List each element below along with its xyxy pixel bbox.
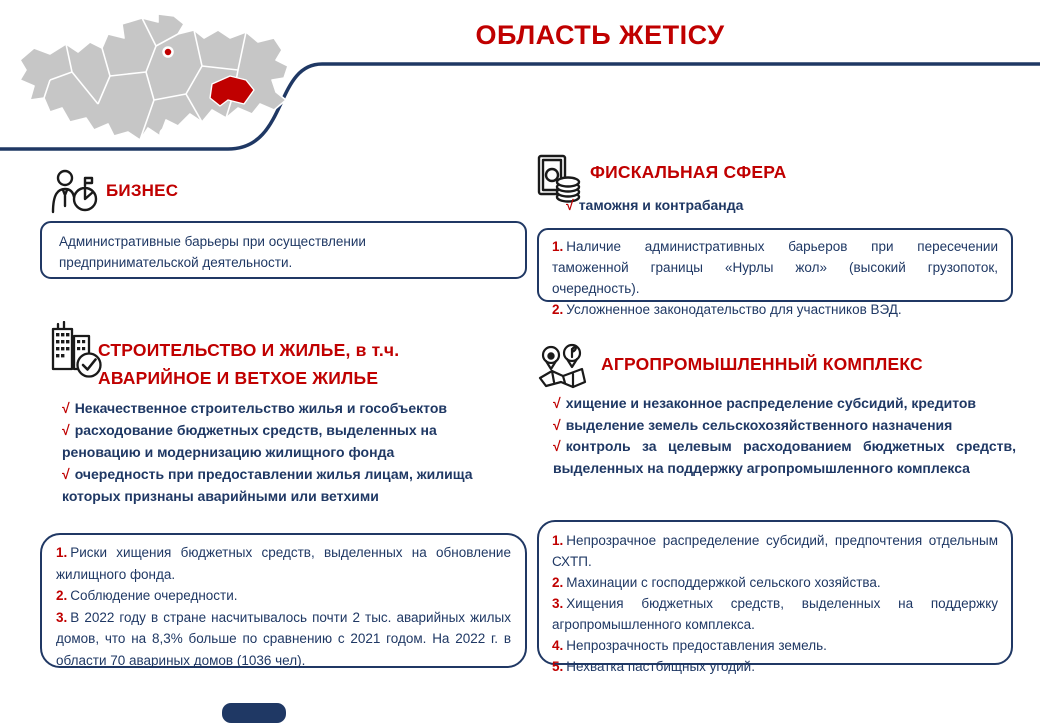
city-ring-marker (161, 129, 171, 139)
check-mark: √ (553, 395, 561, 411)
check-item-text: расходование бюджетных средств, выделенных на реновацию и модернизацию жилищного фонда (62, 422, 437, 460)
kazakhstan-map (6, 8, 298, 148)
fiscal-check-list (566, 194, 886, 216)
check-mark: √ (553, 438, 561, 454)
box-item: 1. Наличие административных барьеров при пересечении таможенной границы «Нурлы жол» (высокий грузопоток, очередность). (552, 239, 998, 296)
box-item: 3. Хищения бюджетных средств, выделенных на поддержку агропромышленного комплекса. (552, 596, 998, 632)
box-item: 2. Усложненное законодательство для участников ВЭД. (552, 302, 902, 317)
fiscal-issues-box (537, 228, 1013, 317)
check-item-text: Некачественное строительство жилья и гособъектов (74, 400, 447, 416)
check-item (553, 436, 1016, 479)
city-ring-marker (208, 115, 218, 125)
construction-check-list (62, 397, 502, 507)
agro-check-list (553, 393, 1016, 479)
check-item (62, 397, 502, 419)
check-item-text: контроль за целевым расходованием бюджетных средств, выделенных на поддержку агропромышленного комплекса (553, 438, 1016, 476)
section-title-fiscal: ФИСКАЛЬНАЯ СФЕРА (590, 162, 787, 182)
capital-dot (164, 48, 173, 57)
business-issues-box (40, 221, 527, 279)
check-item (566, 194, 886, 216)
check-mark: √ (553, 416, 561, 433)
section-title-construction (98, 336, 478, 392)
business-box-text: Административные барьеры при осуществлении предпринимательской деятельности. (59, 234, 366, 270)
check-mark: √ (62, 400, 70, 416)
construction-title-line2: АВАРИЙНОЕ И ВЕТХОЕ ЖИЛЬЕ (98, 368, 379, 388)
section-title-agro: АГРОПРОМЫШЛЕННЫЙ КОМПЛЕКС (601, 354, 923, 374)
box-item: 2. Соблюдение очередности. (56, 588, 238, 603)
box-item: 3. В 2022 году в стране насчитывалось почти 2 тыс. аварийных жилых домов, что на 8,3% больше по сравнению с 2021 годом. На 2022 г. в области 70 авариных домов (1036 чел). (56, 609, 511, 668)
page-title: ОБЛАСТЬ ЖЕТІСУ (475, 20, 725, 50)
check-item-text: выделение земель сельскохозяйственного назначения (565, 416, 953, 433)
construction-title-line1: СТРОИТЕЛЬСТВО И ЖИЛЬЕ, в т.ч. (98, 340, 400, 360)
box-item: 2. Махинации с господдержкой сельского хозяйства. (552, 575, 881, 590)
decorative-bottom-bar (222, 703, 286, 723)
businessman-chart-icon (48, 168, 100, 216)
check-item (553, 415, 1016, 437)
check-mark: √ (566, 197, 574, 213)
agro-map-pins-icon (537, 343, 589, 389)
box-item: 1. Риски хищения бюджетных средств, выделенных на обновление жилищного фонда. (56, 545, 511, 582)
check-item (553, 393, 1016, 415)
buildings-check-icon (50, 321, 104, 379)
box-item: 1. Непрозрачное распределение субсидий, предпочтения отдельным СХТП. (552, 533, 998, 569)
check-item-text: хищение и незаконное распределение субсидий, кредитов (565, 395, 977, 411)
check-item-text: очередность при предоставлении жилья лицам, жилища которых признаны аварийными или ветхими (62, 466, 473, 504)
check-item (62, 463, 502, 507)
box-item: 5. Нехватка пастбищных угодий. (552, 659, 755, 674)
construction-issues-box (40, 533, 527, 668)
check-item (62, 419, 502, 463)
agro-issues-box (537, 520, 1013, 674)
box-item: 4. Непрозрачность предоставления земель. (552, 638, 827, 653)
check-mark: √ (62, 422, 70, 438)
section-title-business: БИЗНЕС (106, 181, 179, 200)
check-mark: √ (62, 466, 70, 482)
check-item-text: таможня и контрабанда (578, 197, 744, 213)
